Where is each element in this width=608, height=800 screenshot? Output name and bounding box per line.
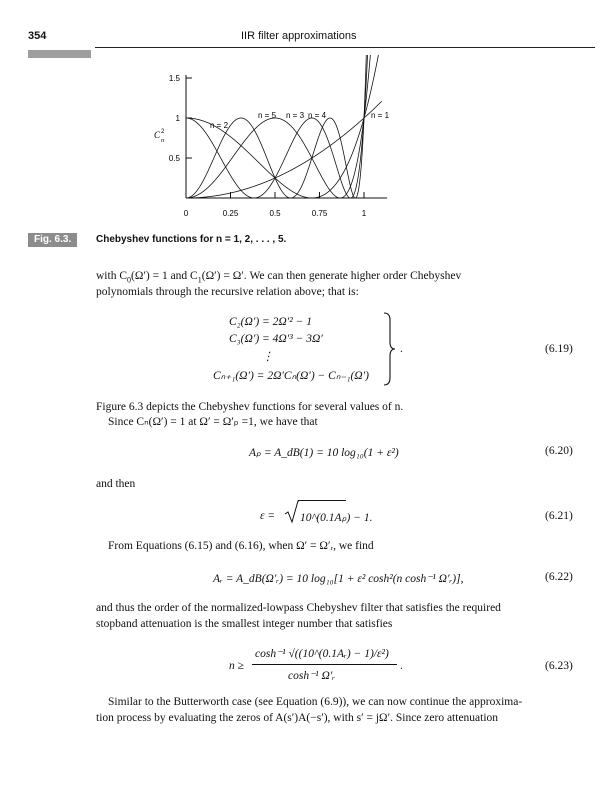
paragraph-7-line-2: tion process by evaluating the zeros of A(s′)A(−s′), with s′ = jΩ′. Since zero attenuation xyxy=(96,712,499,724)
y-axis-label-sup: 2 xyxy=(161,129,165,135)
paragraph-1-line-2: polynomials through the recursive relation above; that is: xyxy=(96,286,359,298)
paragraph-3: Since Cₙ(Ω′) = 1 at Ω′ = Ω′ₚ =1, we have that xyxy=(108,416,318,428)
y-tick-label: 0.5 xyxy=(168,154,180,163)
label-n-2: n = 2 xyxy=(210,121,229,130)
y-tick-label: 1.5 xyxy=(168,74,180,83)
eq-6-19-vdots: ⋮ xyxy=(262,351,274,363)
paragraph-6-line-2: stopband attenuation is the smallest integer number that satisfies xyxy=(96,618,393,630)
eq-6-23-denominator: cosh⁻¹ Ω′ᵣ xyxy=(288,670,336,682)
eq-6-21-vinculum xyxy=(298,500,346,501)
eq-6-19-period: . xyxy=(400,343,403,355)
eq-6-22: Aᵣ = A_dB(Ω′ᵣ) = 10 log₁₀[1 + ε² cosh²(n cosh⁻¹ Ω′ᵣ)], xyxy=(213,573,464,585)
paragraph-6-line-1: and thus the order of the normalized-lowpass Chebyshev filter that satisfies the required xyxy=(96,602,501,614)
eq-6-19-brace xyxy=(382,312,396,386)
eq-6-23-number: (6.23) xyxy=(545,660,573,672)
eq-6-23-lhs: n ≥ xyxy=(229,660,244,672)
label-n-4: n = 4 xyxy=(308,111,327,120)
paragraph-5: From Equations (6.15) and (6.16), when Ω′ = Ω′ᵣ, we find xyxy=(108,540,374,552)
eq-6-19-line-1: C₂(Ω′) = 2Ω′² − 1 xyxy=(229,316,312,328)
label-n-1: n = 1 xyxy=(371,111,390,120)
eq-6-23-period: . xyxy=(400,660,403,672)
y-tick-label: 1 xyxy=(175,114,180,123)
x-tick-label: 0.75 xyxy=(311,209,328,218)
p1-part-b: (Ω′) = 1 and C xyxy=(131,270,198,282)
eq-6-21-lhs: ε = xyxy=(260,510,276,522)
chebyshev-chart xyxy=(0,0,608,240)
y-axis-label: C xyxy=(154,130,161,140)
eq-6-19-line-4: Cₙ₊₁(Ω′) = 2Ω′Cₙ(Ω′) − Cₙ₋₁(Ω′) xyxy=(213,370,369,382)
eq-6-21-number: (6.21) xyxy=(545,510,573,522)
paragraph-2: Figure 6.3 depicts the Chebyshev functions for several values of n. xyxy=(96,401,404,413)
eq-6-23-fraction-bar xyxy=(252,664,397,665)
eq-6-23-numerator: cosh⁻¹ √((10^(0.1Aᵣ) − 1)/ε²) xyxy=(255,648,389,660)
eq-6-21-radicand: 10^(0.1Aₚ) − 1. xyxy=(300,512,373,524)
p1-part-c: (Ω′) = Ω′. We can then generate higher order Chebyshev xyxy=(201,270,462,282)
page-number: 354 xyxy=(28,30,47,42)
eq-6-22-number: (6.22) xyxy=(545,571,573,583)
running-title: IIR filter approximations xyxy=(241,30,357,42)
x-tick-label: 0 xyxy=(183,209,189,218)
paragraph-7-line-1: Similar to the Butterworth case (see Equation (6.9)), we can now continue the approxima- xyxy=(108,696,523,708)
y-axis-label-sub: n xyxy=(161,138,164,144)
figure-caption: Chebyshev functions for n = 1, 2, . . . , 5. xyxy=(96,234,287,245)
curve-n-1 xyxy=(186,101,382,198)
paragraph-1: with $C_0(\Omega') = 1$ and $C_1(\Omega') = \Omega'$. We can then generate higher order Chebyshev xyxy=(96,270,462,285)
eq-6-20: Aₚ = A_dB(1) = 10 log₁₀(1 + ε²) xyxy=(249,447,399,459)
eq-6-19-number: (6.19) xyxy=(545,343,573,355)
eq-6-20-number: (6.20) xyxy=(545,445,573,457)
eq-6-19-line-2: C₃(Ω′) = 4Ω′³ − 3Ω′ xyxy=(229,333,323,345)
x-tick-label: 0.5 xyxy=(269,209,281,218)
x-tick-label: 1 xyxy=(361,209,367,218)
paragraph-4: and then xyxy=(96,478,136,490)
label-n-3: n = 3 xyxy=(286,111,305,120)
label-n-5: n = 5 xyxy=(258,111,277,120)
p1-part-a: with C xyxy=(96,270,127,282)
eq-6-21-radical xyxy=(285,500,299,524)
figure-tab: Fig. 6.3. xyxy=(28,233,77,247)
x-tick-label: 0.25 xyxy=(222,209,239,218)
